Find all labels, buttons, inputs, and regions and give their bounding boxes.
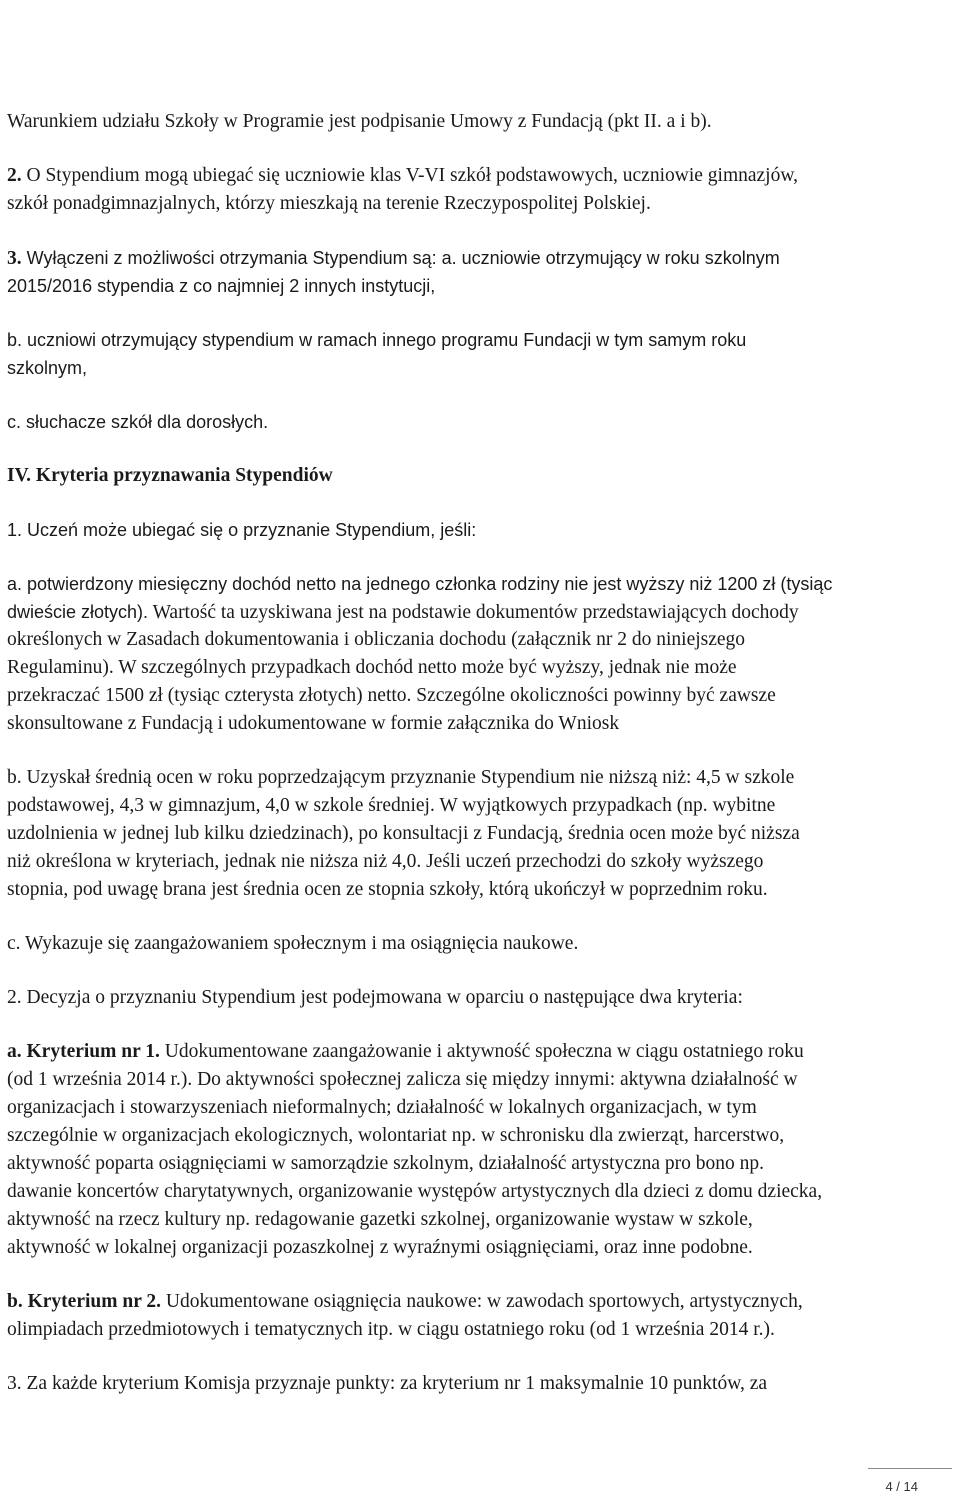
kryterium-1-line-5: aktywność poparta osiągnięciami w samorządzie szkolnym, działalność artystyczna pro bono np. <box>7 1153 765 1174</box>
kryterium-1-line-4: szczególnie w organizacjach ekologicznych, wolontariat np. w schronisku dla zwierząt, harcerstwo, <box>7 1125 785 1146</box>
criteria-a-line-2-start: dwieście złotych). <box>7 602 149 622</box>
criteria-b-line-5: stopnia, pod uwagę brana jest średnia ocen ze stopnia szkoły, którą ukończył w poprzednim roku. <box>7 879 768 900</box>
criteria-c: c. Wykazuje się zaangażowaniem społecznym i ma osiągnięcia naukowe. <box>7 933 579 954</box>
section-2-line-1 <box>7 162 798 190</box>
footer-divider <box>868 1468 952 1469</box>
kryterium-2-text: Udokumentowane osiągnięcia naukowe: w zawodach sportowych, artystycznych, <box>161 1291 803 1312</box>
criteria-1-intro: 1. Uczeń może ubiegać się o przyznanie Stypendium, jeśli: <box>7 520 477 540</box>
page-number: 4 / 14 <box>885 1479 918 1494</box>
section-heading: IV. Kryteria przyznawania Stypendiów <box>7 465 333 486</box>
criteria-b-line-1: b. Uzyskał średnią ocen w roku poprzedzającym przyznanie Stypendium nie niższą niż: 4,5 w szkole <box>7 767 795 788</box>
criteria-a-line-2 <box>7 598 799 627</box>
section-3-line-1 <box>7 244 780 273</box>
criteria-3-intro: 3. Za każde kryterium Komisja przyznaje punkty: za kryterium nr 1 maksymalnie 10 punktów, za <box>7 1373 768 1394</box>
kryterium-1-line-7: aktywność na rzecz kultury np. redagowanie gazetki szkolnej, organizowanie wystaw w szkole, <box>7 1209 753 1230</box>
criteria-a-line-2-end: Wartość ta uzyskiwana jest na podstawie dokumentów przedstawiających dochody <box>148 602 799 623</box>
criteria-a-line-4: Regulaminu). W szczególnych przypadkach dochód netto może być wyższy, jednak nie może <box>7 657 737 678</box>
intro-paragraph: Warunkiem udziału Szkoły w Programie jest podpisanie Umowy z Fundacją (pkt II. a i b). <box>7 111 712 132</box>
criteria-a-line-1: a. potwierdzony miesięczny dochód netto na jednego członka rodziny nie jest wyższy niż 1200 zł (tysiąc <box>7 574 833 594</box>
section-3-line-2: 2015/2016 stypendia z co najmniej 2 innych instytucji, <box>7 276 436 296</box>
kryterium-2-label: b. Kryterium nr 2. <box>7 1291 162 1312</box>
criteria-a-line-3: określonych w Zasadach dokumentowania i obliczania dochodu (załącznik nr 2 do niniejszego <box>7 629 746 650</box>
section-2-line-2: szkół ponadgimnazjalnych, którzy mieszkają na terenie Rzeczypospolitej Polskiej. <box>7 193 651 214</box>
criteria-b-line-3: uzdolnienia w jednej lub kilku dziedzinach), po konsultacji z Fundacją, średnia ocen może być niższa <box>7 823 800 844</box>
kryterium-1-line-8: aktywność w lokalnej organizacji pozaszkolnej z wyraźnymi osiągnięciami, oraz inne podobne. <box>7 1237 753 1258</box>
kryterium-1-label: a. Kryterium nr 1. <box>7 1041 160 1062</box>
exclusion-b-line-1: b. uczniowi otrzymujący stypendium w ramach innego programu Fundacji w tym samym roku <box>7 330 747 350</box>
criteria-b-line-2: podstawowej, 4,3 w gimnazjum, 4,0 w szkole średniej. W wyjątkowych przypadkach (np. wybitne <box>7 795 776 816</box>
criteria-a-line-5: przekraczać 1500 zł (tysiąc czterysta złotych) netto. Szczególne okoliczności powinny być zawsze <box>7 685 776 706</box>
exclusion-b-line-2: szkolnym, <box>7 358 88 378</box>
criteria-2-intro: 2. Decyzja o przyznaniu Stypendium jest podejmowana w oparciu o następujące dwa kryteria: <box>7 987 743 1008</box>
kryterium-1-line-2: (od 1 września 2014 r.). Do aktywności społecznej zalicza się między innymi: aktywna działalność w <box>7 1069 798 1090</box>
kryterium-1-line-3: organizacjach i stowarzyszeniach nieformalnych; działalność w lokalnych organizacjach, w tym <box>7 1097 757 1118</box>
exclusion-c: c. słuchacze szkół dla dorosłych. <box>7 412 269 432</box>
criteria-b-line-4: niż określona w kryteriach, jednak nie niższa niż 4,0. Jeśli uczeń przechodzi do szkoły wyższego <box>7 851 764 872</box>
kryterium-2-line-2: olimpiadach przedmiotowych i tematycznych itp. w ciągu ostatniego roku (od 1 września 2014 r.). <box>7 1319 775 1340</box>
criteria-a-line-6: skonsultowane z Fundacją i udokumentowane w formie załącznika do Wniosk <box>7 713 620 734</box>
kryterium-1-text: Udokumentowane zaangażowanie i aktywność społeczna w ciągu ostatniego roku <box>159 1041 804 1062</box>
kryterium-1-line-1 <box>7 1038 804 1066</box>
section-2-number: 2. <box>7 165 22 186</box>
section-3-number: 3. <box>7 248 22 269</box>
kryterium-1-line-6: dawanie koncertów charytatywnych, organizowanie występów artystycznych dla dzieci z domu dziecka, <box>7 1181 823 1202</box>
kryterium-2-line-1 <box>7 1288 803 1316</box>
section-3-text: Wyłączeni z możliwości otrzymania Stypendium są: a. uczniowie otrzymujący w roku szkolnym <box>21 248 780 268</box>
section-2-text: O Stypendium mogą ubiegać się uczniowie klas V-VI szkół podstawowych, uczniowie gimnazjów, <box>21 165 799 186</box>
